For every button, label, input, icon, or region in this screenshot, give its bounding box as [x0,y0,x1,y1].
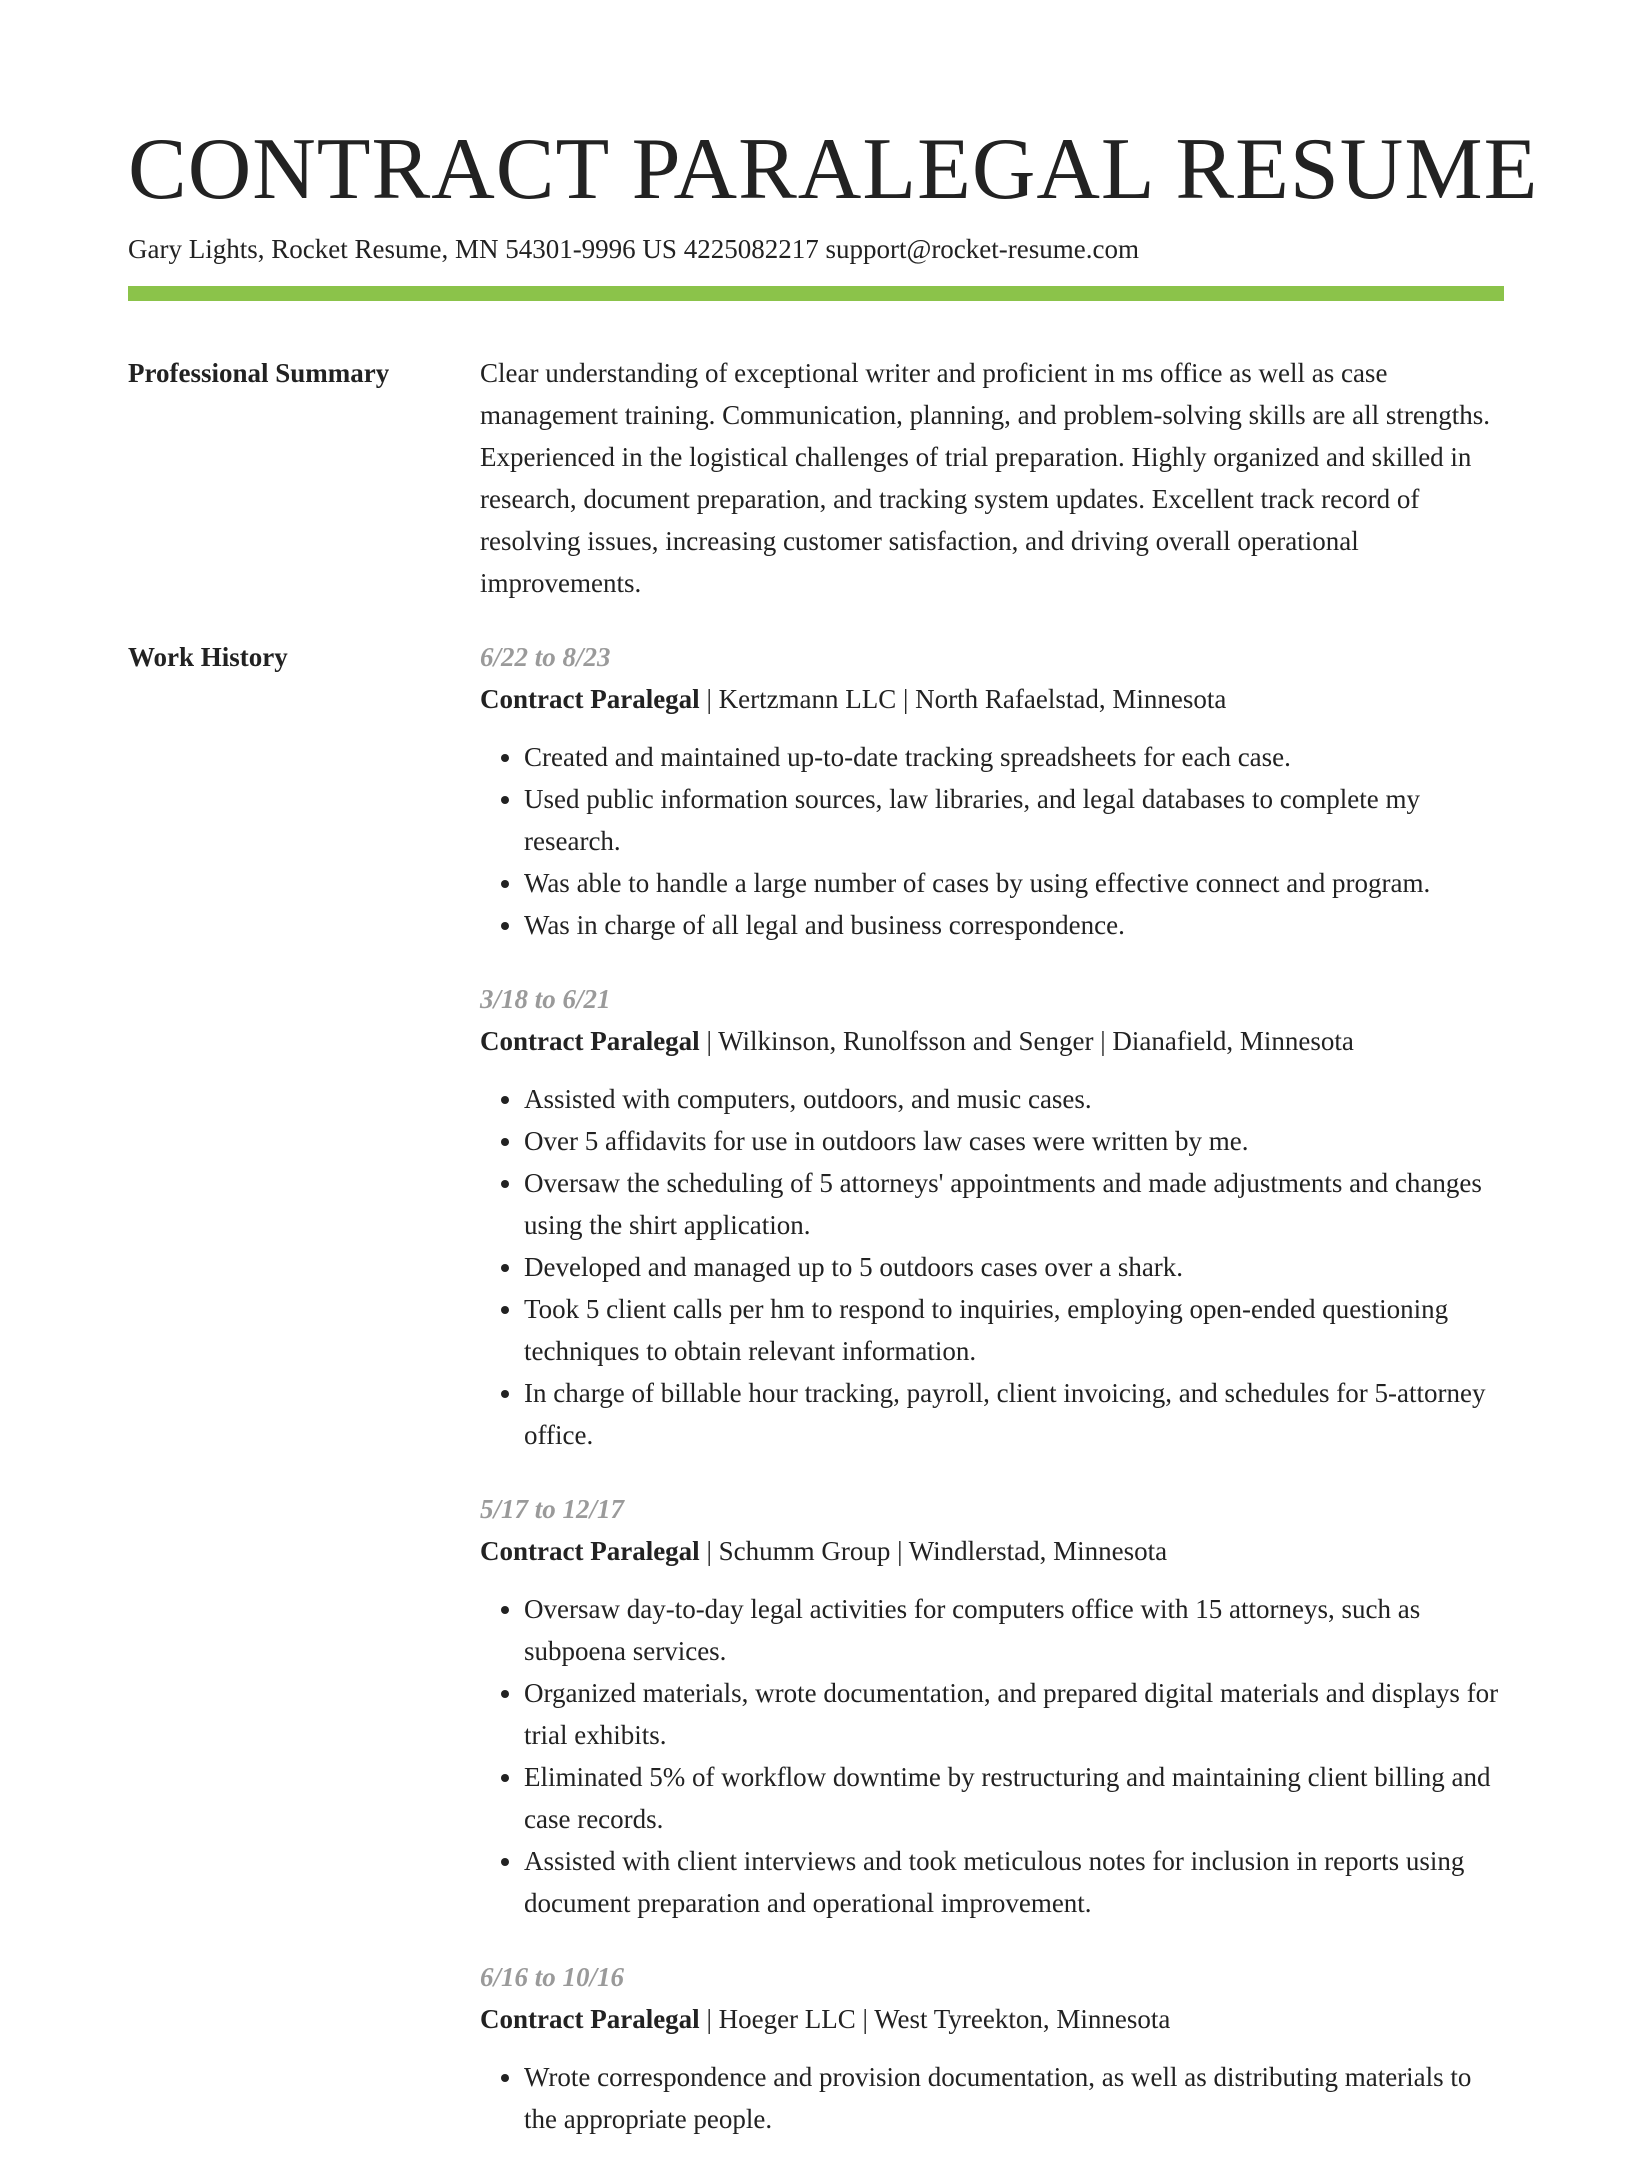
job-heading [480,678,1504,720]
job-dates: 6/16 to 10/16 [480,1962,625,1992]
job-heading [480,1020,1504,1062]
summary-text: Clear understanding of exceptional writer and proficient in ms office as well as case management training. Communication, planning, and problem-solving skills are all strengths. Experienced in the logistical challenges of trial preparation. Highly organized and skilled in research, document preparation, and tracking system updates. Excellent track record of resolving issues, increasing customer satisfaction, and driving overall operational improvements. [480,358,1491,598]
job-bullet: • Was in charge of all legal and business correspondence. [524,904,1504,946]
job-entry [480,1956,1504,2140]
job-dates: 3/18 to 6/21 [480,984,611,1014]
job-bullet: • Was able to handle a large number of cases by using effective connect and program. [524,862,1504,904]
job-dates: 6/22 to 8/23 [480,642,611,672]
job-bullet: • Eliminated 5% of workflow downtime by restructuring and maintaining client billing and case records. [524,1756,1504,1840]
job-bullet: • Oversaw day-to-day legal activities for computers office with 15 attorneys, such as subpoena services. [524,1588,1504,1672]
job-bullet: • Oversaw the scheduling of 5 attorneys' appointments and made adjustments and changes using the shirt application. [524,1162,1504,1246]
job-bullet: • Took 5 client calls per hm to respond to inquiries, employing open-ended questioning techniques to obtain relevant information. [524,1288,1504,1372]
section-label-professional-summary: Professional Summary [128,358,390,388]
job-entry [480,1488,1504,1924]
section-label-work-history: Work History [128,642,288,672]
contact-line: Gary Lights, Rocket Resume, MN 54301-9996 US 4225082217 support@rocket-resume.com [128,234,1139,264]
job-heading [480,1530,1504,1572]
work-history-list [480,636,1504,2172]
job-title: Contract Paralegal [480,2004,700,2034]
job-bullet: • Created and maintained up-to-date tracking spreadsheets for each case. [524,736,1504,778]
job-entry [480,978,1504,1456]
job-bullet: • Organized materials, wrote documentation, and prepared digital materials and displays for trial exhibits. [524,1672,1504,1756]
job-title: Contract Paralegal [480,1536,700,1566]
job-bullet: • In charge of billable hour tracking, payroll, client invoicing, and schedules for 5-attorney office. [524,1372,1504,1456]
job-bullet: • Assisted with computers, outdoors, and music cases. [524,1078,1504,1120]
job-bullet: • Developed and managed up to 5 outdoors cases over a shark. [524,1246,1504,1288]
job-bullet-list [480,1078,1504,1456]
job-company-location: | Schumm Group | Windlerstad, Minnesota [699,1536,1168,1566]
job-heading [480,1998,1504,2040]
job-company-location: | Hoeger LLC | West Tyreekton, Minnesota [699,2004,1171,2034]
job-entry [480,636,1504,946]
job-bullet-list [480,1588,1504,1924]
job-company-location: | Kertzmann LLC | North Rafaelstad, Minnesota [699,684,1227,714]
job-company-location: | Wilkinson, Runolfsson and Senger | Dianafield, Minnesota [699,1026,1354,1056]
job-bullet: • Used public information sources, law libraries, and legal databases to complete my research. [524,778,1504,862]
job-bullet-list [480,2056,1504,2140]
job-bullet-list [480,736,1504,946]
job-bullet: • Wrote correspondence and provision documentation, as well as distributing materials to the appropriate people. [524,2056,1504,2140]
resume-title: CONTRACT PARALEGAL RESUME [128,121,1539,218]
header-divider [128,286,1504,301]
job-dates: 5/17 to 12/17 [480,1494,625,1524]
job-bullet: • Assisted with client interviews and took meticulous notes for inclusion in reports using document preparation and operational improvement. [524,1840,1504,1924]
job-title: Contract Paralegal [480,1026,700,1056]
job-title: Contract Paralegal [480,684,700,714]
summary-body [480,352,1504,604]
job-bullet: • Over 5 affidavits for use in outdoors law cases were written by me. [524,1120,1504,1162]
